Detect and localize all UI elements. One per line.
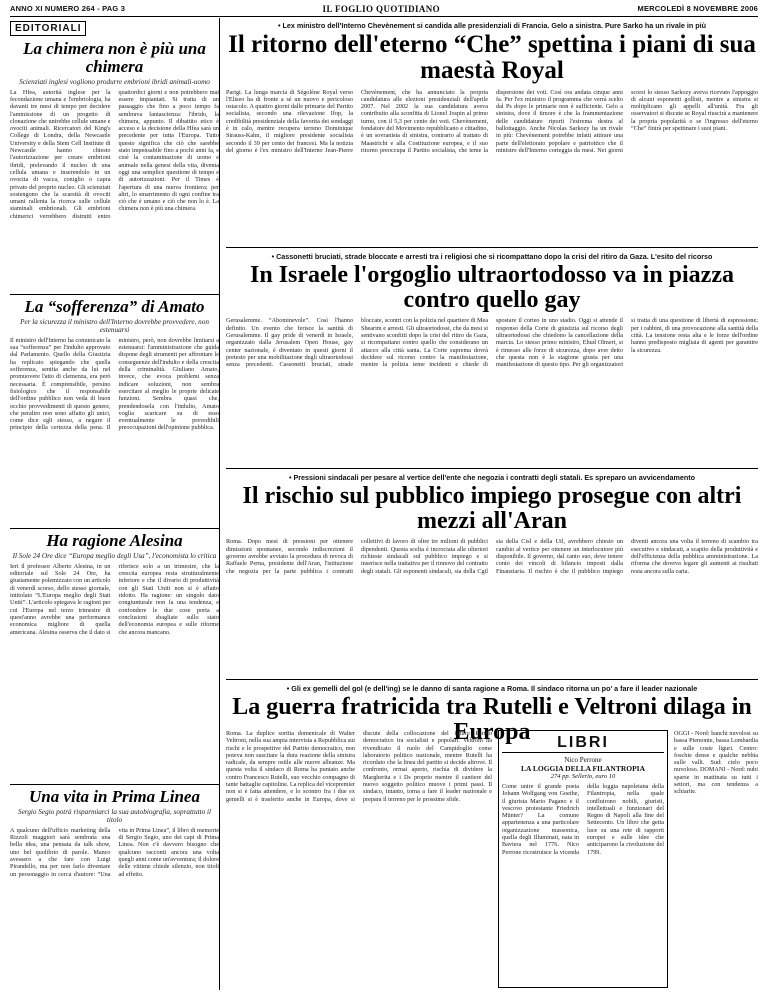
article-aran	[226, 470, 758, 676]
divider	[226, 468, 758, 469]
editorial-subtitle: Scienziati inglesi vogliono produrre embrioni ibridi animali-uomo	[19, 77, 210, 86]
article-body: Parigi. La lunga marcia di Ségolène Royal verso l'Eliseo ha di fronte a sé un nuovo e pericoloso ostacolo. A quattro giorni dalle primarie del Partito socialista, secondo una rilevazione Ifop, la credibilità presidenziale della favorita dei sondaggi è in calo, mentre recupera terreno Dominique Strauss-Kahn, il migliore presidente socialista secondo il 39 per cento dei francesi. Ma la notizia del giorno è l'ex ministro dell'Interno Jean-Pierre Chevènement, che ha annunciato la propria candidatura alle elezioni presidenziali dell'aprile 2007. Nel 2002 la sua candidatura aveva contribuito alla sconfitta di Lionel Jospin al primo turno, con il 5,3 per cento dei voti. Chevènement, fondatore del Movimento repubblicano e cittadino, è un sovranista di sinistra, contrario al trattato di Maastricht e alla Costituzione europea, e il suo ritorno preoccupa il Partito socialista, che teme la dispersione dei voti. Così ora andata cinque anni fa. Per l'ex ministro il programma che verrà scelto dal Ps dopo le primarie non è sufficiente. Gelo a sinistra, dove il timore è che la frammentazione delle candidature riporti l'estrema destra al ballottaggio. Anche Nicolas Sarkozy ha un rivale in più: Chevènement potrebbe infatti attirare una parte dell'elettorato popolare e patriottico che il ministro dell'Interno corteggia da mesi. Nei giorni scorsi lo stesso Sarkozy aveva ricevuto l'appoggio di alcuni esponenti gollisti, mentre a sinistra si moltiplicano gli appelli all'unità. Fra gli osservatori si discute se Royal riuscirà a mantenere la propria popolarità o se l'ingresso dell'eterno “Che” finirà per spettinare i suoi piani.	[226, 88, 758, 154]
divider	[10, 784, 219, 785]
book-publisher: 274 pp. Sellerio, euro 10	[550, 773, 616, 780]
editorial-title: Una vita in Prima Linea	[29, 787, 200, 806]
rutelli-body-row	[226, 730, 758, 988]
article-kicker: • Gli ex gemelli del gol (e dell'ing) se le danno di santa ragione a Roma. Il sindaco ritorna un po' a fare il leader nazionale	[286, 684, 698, 693]
book-title: LA LOGGIA DELLA FILANTROPIA	[521, 764, 645, 773]
article-chevenement	[226, 18, 758, 244]
newspaper-name: IL FOGLIO QUOTIDIANO	[322, 4, 441, 14]
issue-date: MERCOLEDÌ 8 NOVEMBRE 2006	[637, 4, 758, 13]
libri-section	[498, 730, 758, 988]
book-author: Nico Perrone	[564, 756, 602, 764]
article-kicker: • Lex ministro dell'Interno Chevènement si candida alle presidenziali di Francia. Gelo a sinistra. Pure Sarko ha un rivale in più	[277, 21, 706, 30]
editorial-subtitle: Il Sole 24 Ore dice “Europa meglio degli Usa”, l'economista lo critica	[12, 551, 217, 560]
editorial-amato	[10, 298, 219, 524]
editorial-subtitle: Sergio Segio potrà risparmiarci la sua autobiografia, soprattutto il titolo	[18, 807, 211, 824]
editorial-body: Ieri il professor Alberto Alesina, in un editoriale sul Sole 24 Ore, ha giustamente polemizzato con un articolo di venerdì scorso, dello stesso giornale, intitolato “L'Europa meglio degli Stati Uniti”. L'articolo spiegava le ragioni per cui l'Europa nel terzo trimestre di quest'anno avrebbe una performance economica migliore di quella americana. Alesina osserva che il dato si riferisce solo a un trimestre, che la crescita europea resta strutturalmente inferiore e che il divario di produttività con gli Stati Uniti non si è affatto ridotto. Ha ragione: un singolo dato congiunturale non fa una tendenza, e confondere le due cose porta a conclusioni sbagliate sullo stato dell'economia europea e sulle riforme che ancora mancano.	[10, 562, 219, 636]
news-area	[226, 18, 758, 990]
divider	[226, 679, 758, 680]
divider	[226, 247, 758, 248]
libri-box	[498, 730, 668, 988]
article-headline: La guerra fratricida tra Rutelli e Veltroni dilaga in Europa	[232, 694, 752, 746]
libri-body: Come unire il grande poeta Johann Wolfgang von Goethe, il giurista Mario Pagano e il vescovo protestante Friedrich Münter? La comune appartenenza a una particolare organizzazione massonica, quella degli Illuminati, nata in Baviera nel 1776. Nico Perrone ricostruisce la vicenda della loggia napoletana della Filantropia, nella quale confluirono nobili, giuristi, intellettuali e funzionari del Regno di Napoli alla fine del Settecento. Un libro che getta luce su una rete di rapporti europei e sulle idee che anticiparono la rivoluzione del 1799.	[502, 783, 664, 856]
editorial-title: La chimera non è più una chimera	[23, 39, 206, 76]
article-headline: In Israele l'orgoglio ultraortodosso va in piazza contro quello gay	[250, 262, 734, 314]
article-headline: Il rischio sul pubblico impiego prosegue con altri mezzi all'Aran	[242, 483, 742, 535]
weather-column: OGGI - Nord: banchi nuvolosi su bassa Piemonte, bassa Lombardia e sulle coste liguri. Centro: foschie dense e qualche nebbia sulle valli. Sud: cielo poco nuvoloso. DOMANI - Nord: nubi sparse in mattinata su tutti i settori, ma con tendenza a schiarite.	[674, 730, 758, 796]
editorial-body: A qualcuno dell'ufficio marketing della Rizzoli maggiori sarà sembrata una bella idea, una pensata da talk show, uno bel quolibrio di parole. Manco avessero a che fare con Luigi Pirandello, ma per non farlo diventare un personaggio in cerca d'autore: “Una vita in Prima Linea”, il libro di memorie di Sergio Segio, uno dei capi di Prima Linea. Non c'è davvero bisogno che qualcuno racconti ancora una volta quegli anni come un'avventura; il dolore delle vittime chiede silenzio, non titoli ad effetto.	[10, 826, 219, 878]
editorial-prima-linea	[10, 788, 219, 988]
article-kicker: • Pressioni sindacali per pesare al vertice dell'ente che negozia i contratti degli statali. Es spreparo un avvicendamento	[288, 473, 696, 482]
newspaper-page	[10, 4, 758, 990]
divider	[10, 528, 219, 529]
editorial-chimera	[10, 40, 219, 290]
editorial-title: La “sofferenza” di Amato	[24, 297, 205, 316]
issue-info: ANNO XI NUMERO 264 - PAG 3	[10, 4, 126, 13]
article-body: Roma. Dopo mesi di pressioni per ottenere dimissioni spontanee, secondo indiscrezioni il governo avrebbe avviato la procedura di revoca di Raffaele Perna, presidente dell'Aran, l'istituzione che negozia per la parte pubblica i contratti collettivi di lavoro di oltre tre milioni di pubblici dipendenti. Questa scelta è incrociata alle ulteriori richieste sindacali sul pubblico impiego e si inserisce nella trattativa per il rinnovo del contratto degli statali. Gli esponenti sindacali, sia della Cgil sia della Cisl e della Uil, avrebbero chiesto un cambio al vertice per ottenere un interlocutore più disponibile. Il governo, dal canto suo, deve tenere conto dei vincoli di bilancio imposti dalla Finanziaria. Il rischio è che il pubblico impiego diventi ancora una volta il terreno di scambio tra esecutivo e sindacati, a scapito della produttività e dell'efficienza della pubblica amministrazione. La riforma che doveva legare gli aumenti ai risultati resta ancora sulla carta.	[226, 538, 758, 575]
article-israel	[226, 249, 758, 465]
editorial-body: Il ministro dell'Interno ha comunicato la sua “sofferenza” per l'indulto approvato dal Parlamento. Quello della Giustizia ha replicato spiegando che quella sofferenza, sentita anche da lui nel promuovere l'atto di clemenza, era però necessaria. È comprensibile, persino fisiologico che il responsabile dell'ordine pubblico non veda di buon occhio provvedimenti di questo genere, che peraltro non sono affatto gli unici, come dice egli stesso, a negare il principio della certezza della pena. Il ministro, però, non dovrebbe limitarsi a estenuarsi: l'amministrazione che guida dispone degli strumenti per affrontare le conseguenze dell'indulto e della crescita della criminalità. Giuliano Amato, invece, che evoca problemi senza indicare soluzioni, non sembra esercitare al meglio le proprie delicate funzioni. Sembra quasi che, prendendosela con l'indulto, Amato voglia scaricare su di esso eventualmente le prevedibili preoccupazioni dell'opinione pubblica.	[10, 336, 219, 432]
divider	[10, 294, 219, 295]
article-body: Gerusalemme. “Abominevole”. Così l'hanno definito. Un evento che ferisce la santità di Gerusalemme. Il gay pride di venerdì in Israele, organizzato dalla Jerusalem Open House, gay center nazionale, è diventato in questi giorni il pretesto per una mobilitazione degli ultraortodossi senza precedenti. Cassonetti bruciati, strade bloccate, scontri con la polizia nel quartiere di Mea Shearim e arresti. Gli ultraortodossi, che da mesi si sentivano sconfitti dopo la crisi del ritiro da Gaza, si ricompattano contro quello che considerano un attacco alla città santa. La Corte suprema dovrà decidere sul ricorso contro la manifestazione, mentre la polizia teme incidenti e chiede di spostare il corteo in uno stadio. Oggi si attende il responso della Corte di giustizia sul ricorso degli ultraortodossi che chiedono la cancellazione della marcia. Lo stesso primo ministro, Ehud Olmert, si è rimesso alle forze di sicurezza, dopo aver detto che questa non è la stagione giusta per una manifestazione di questo tipo. Per gli organizzatori si tratta di una questione di libertà di espressione; per i rabbini, di una provocazione alla santità della città. La tensione resta alta e le forze dell'ordine hanno predisposto migliaia di agenti per garantire la sicurezza.	[226, 317, 758, 369]
article-headline: Il ritorno dell'eterno “Che” spettina i piani di sua maestà Royal	[228, 31, 756, 85]
editorial-title: Ha ragione Alesina	[46, 531, 183, 550]
editorials-column	[10, 18, 220, 990]
masthead	[10, 4, 758, 17]
article-kicker: • Cassonetti bruciati, strade bloccate e arresti tra i religiosi che si ricompattano dopo la crisi del ritiro da Gaza. L'esito del ricorso	[271, 252, 713, 261]
editorial-alesina	[10, 532, 219, 780]
editorial-subtitle: Per la sicurezza il ministro dell'Interno dovrebbe provvedere, non estenuarsi	[20, 317, 209, 334]
editorial-body: La Hfea, autorità inglese per la fecondazione umana e l'embriologia, ha davanti tre mesi di tempo per decidere l'ammissione di un progetto di clonazione che unirebbe cellule umane e ovociti animali. Ricercatori del King's College di Londra, della Newcastle University e della Stem Cell Institute di Newcastle hanno chiesto l'autorizzazione per creare embrioni ibridi, prelevando il nucleo di una cellula umana e inserendolo in un ovocita di vacca, coniglio o capra privato del proprio nucleo. Gli scienziati sostengono che la scarsità di ovociti umani rallenta la ricerca sulle cellule staminali embrionali. Gli embrioni chimerici verrebbero distrutti entro quattordici giorni e non potrebbero mai essere impiantati. Si tratta di un passaggio che fino a poco tempo fa sembrava fantascienza: l'ibrido, la chimera, appunto. Il dibattito etico è acceso e la decisione della Hfea sarà un precedente per tutta l'Europa. Tutto questo significa che ciò che sarebbe stato impensabile fino a pochi anni fa, e cioè la contaminazione di uomo e animale nella genesi della vita, diventa oggi una semplice questione di tempo e di autorizzazioni. Per il Times è l'apertura di una nuova frontiera; per altri, lo smarrimento di ogni confine tra ciò che è umano e ciò che non lo è. La chimera non è più una chimera.	[10, 88, 219, 220]
libri-label: LIBRI	[502, 734, 664, 753]
article-body: Roma. La duplice sortita domenicale di Walter Veltroni, nella sua ampia intervista a Repubblica sui rischi e le prospettive del Partito democratico, non poteva non suscitare la dura reazione della sinistra radicale, da sempre ostile alle nuove alleanze. Ma questa volta il sindaco di Roma ha puntato anche contro Francesco Rutelli, suo vecchio compagno di tante battaglie capitoline. La replica del vicepremier non si è fatta attendere, e lo scontro fra i due ex gemelli si è trasferito anche in Europa, dove si discute della collocazione del futuro Partito democratico tra socialisti e popolari. Veltroni ha rivendicato il ruolo del Campidoglio come laboratorio politico nazionale, mentre Rutelli ha ricordato che la linea del partito si decide altrove. Il confronto, ormai aperto, rischia di dividere la Margherita e i Ds proprio mentre il cantiere del nuovo soggetto politico muove i primi passi. Il sindaco, intanto, torna a fare il leader nazionale e prepara il terreno per le prossime sfide.	[226, 730, 492, 803]
editoriali-label: EDITORIALI	[10, 21, 86, 36]
